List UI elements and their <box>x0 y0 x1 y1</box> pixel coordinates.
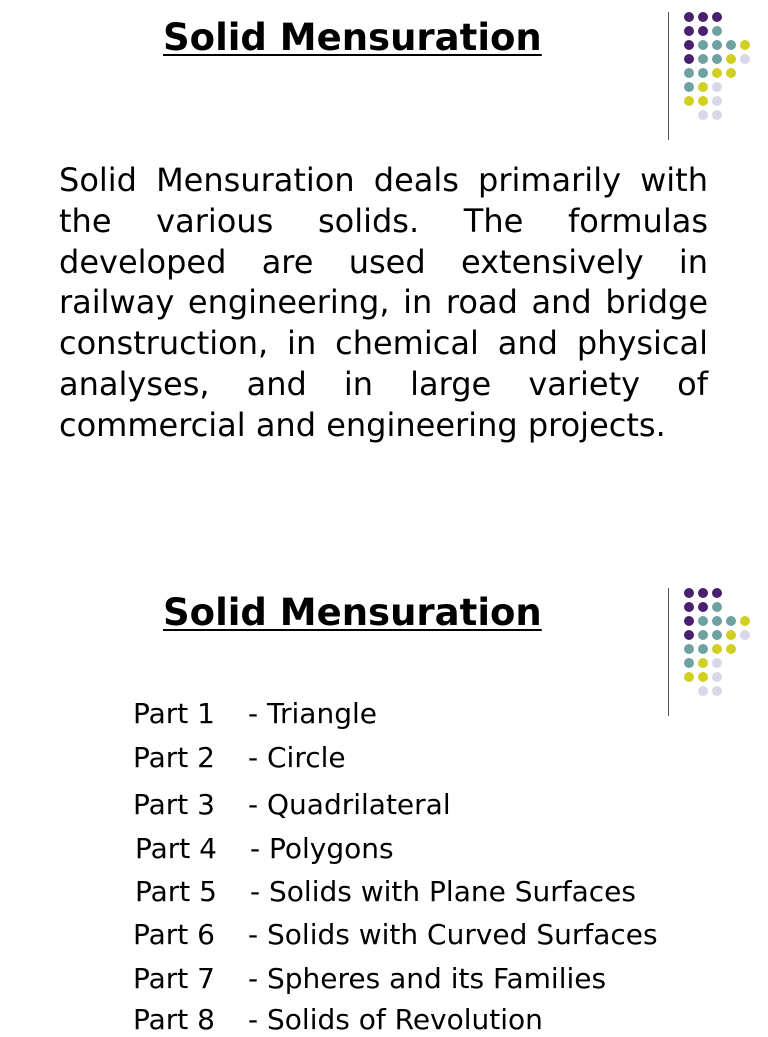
slide-2 <box>0 575 768 1036</box>
decorative-dot <box>684 68 694 78</box>
decorative-dot <box>712 110 722 120</box>
decorative-dot <box>712 40 722 50</box>
decorative-dot <box>698 40 708 50</box>
decorative-dot <box>726 54 736 64</box>
decorative-dot <box>684 12 694 22</box>
decorative-dot <box>712 54 722 64</box>
part-description: - Triangle <box>248 697 377 730</box>
part-number: Part 7 <box>133 962 215 995</box>
part-description: - Circle <box>248 741 346 774</box>
decorative-dot <box>726 40 736 50</box>
decorative-dot <box>712 12 722 22</box>
part-number: Part 8 <box>133 1003 215 1036</box>
intro-paragraph: Solid Mensuration deals primarily with the various solids. The formulas developed are used extensively in railway engineering, in road and bridge construction, in chemical and physical analyses, and in large variety of commercial and engineering projects. <box>59 161 708 444</box>
part-number: Part 4 <box>135 832 217 865</box>
decorative-dot <box>698 26 708 36</box>
slide-title: Solid Mensuration <box>163 16 542 59</box>
parts-list <box>0 575 768 1036</box>
decorative-dot <box>712 96 722 106</box>
divider-line <box>668 12 669 140</box>
part-number: Part 1 <box>133 697 215 730</box>
decorative-dot <box>740 40 750 50</box>
part-description: - Spheres and its Families <box>248 962 607 995</box>
part-number: Part 3 <box>133 788 215 821</box>
decorative-dot <box>698 12 708 22</box>
decorative-dot <box>684 26 694 36</box>
part-description: - Solids with Curved Surfaces <box>248 918 658 951</box>
decorative-dot <box>740 54 750 64</box>
part-description: - Polygons <box>250 832 394 865</box>
part-number: Part 2 <box>133 741 215 774</box>
decorative-dot <box>698 110 708 120</box>
decorative-dot <box>712 82 722 92</box>
decorative-dot <box>726 68 736 78</box>
part-description: - Solids with Plane Surfaces <box>250 875 636 908</box>
decorative-dot <box>684 54 694 64</box>
decorative-dot <box>684 96 694 106</box>
decorative-dot <box>712 26 722 36</box>
part-description: - Solids of Revolution <box>248 1003 543 1036</box>
part-number: Part 5 <box>135 875 217 908</box>
slide-title: Solid Mensuration <box>163 591 542 634</box>
decorative-dot <box>684 40 694 50</box>
decorative-dot <box>684 82 694 92</box>
decorative-dot <box>698 96 708 106</box>
decorative-dot <box>712 68 722 78</box>
decorative-dot <box>698 68 708 78</box>
part-number: Part 6 <box>133 918 215 951</box>
part-description: - Quadrilateral <box>248 788 451 821</box>
decorative-dot <box>698 82 708 92</box>
decorative-dot <box>698 54 708 64</box>
